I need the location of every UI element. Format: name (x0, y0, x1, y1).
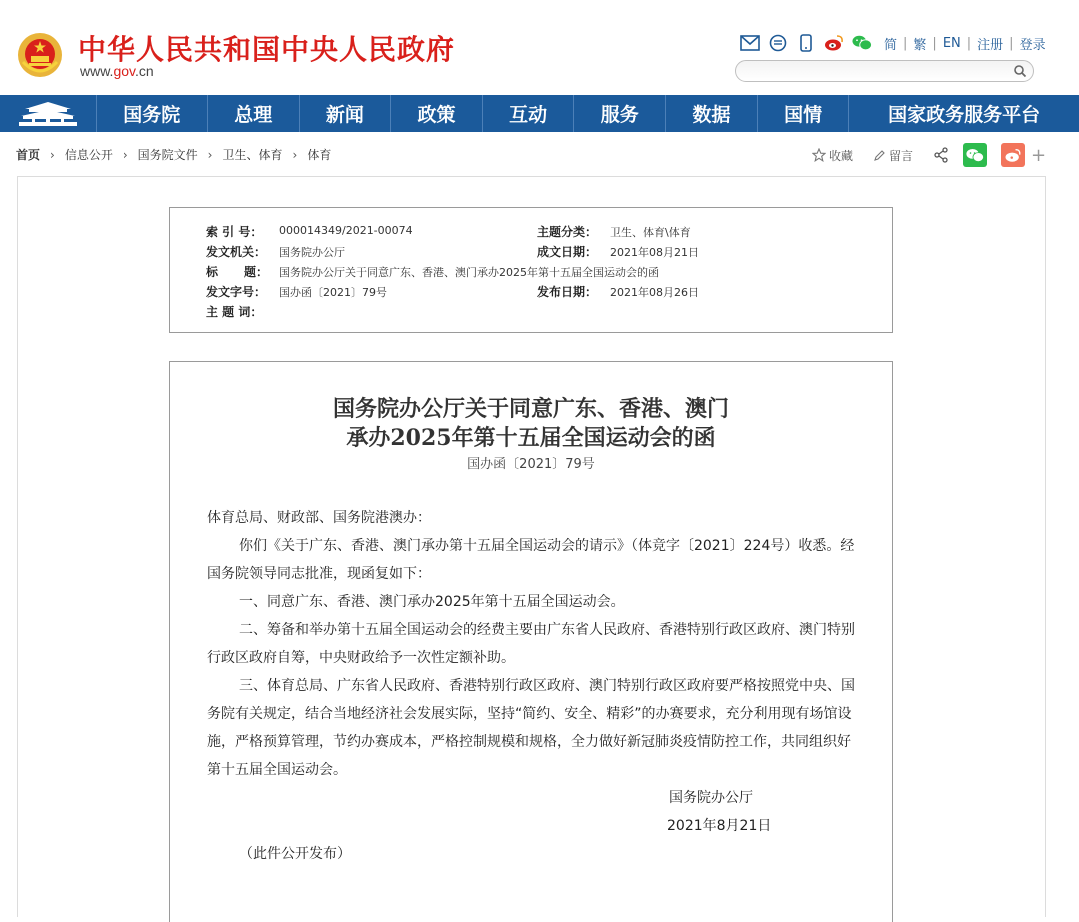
favorite-label: 收藏 (829, 148, 854, 163)
domain-www: www. (80, 63, 114, 79)
lang-english[interactable]: EN (942, 35, 961, 51)
main-nav (0, 95, 1079, 132)
separator: | (966, 35, 972, 51)
meta-index-value: 000014349/2021-00074 (279, 224, 413, 237)
search-input[interactable] (746, 62, 1020, 82)
meta-category-value: 卫生、体育\体育 (610, 226, 691, 239)
separator: | (903, 35, 908, 51)
national-emblem-logo[interactable] (17, 32, 63, 78)
nav-item-gov-service-platform[interactable]: 国家政务服务平台 (888, 104, 1041, 126)
message-icon[interactable] (768, 33, 788, 53)
document-title-line2: 承办2025年第十五届全国运动会的函 (346, 425, 716, 451)
comment-button[interactable] (873, 147, 913, 164)
chevron-right-icon: › (292, 147, 298, 162)
mobile-icon[interactable] (796, 33, 816, 53)
breadcrumb-home[interactable]: 首页 (16, 148, 41, 162)
favorite-button[interactable] (812, 147, 853, 164)
share-button[interactable] (933, 147, 949, 163)
page-tools (812, 143, 1046, 167)
meta-created-label: 成文日期： (537, 245, 598, 259)
language-switch (884, 34, 1046, 53)
paragraph-3: 二、筹备和举办第十五届全国运动会的经费主要由广东省人民政府、香港特别行政区政府、澳门特别行政区政府自筹，中央财政给予一次性定额补助。 (207, 622, 855, 666)
document-title-line1: 国务院办公厅关于同意广东、香港、澳门 (332, 396, 729, 422)
breadcrumb-state-council-docs[interactable]: 国务院文件 (137, 148, 198, 162)
meta-created-value: 2021年08月21日 (610, 246, 699, 259)
meta-category-label: 主题分类： (537, 225, 598, 239)
comment-label: 留言 (889, 148, 914, 163)
more-share-button[interactable]: + (1031, 144, 1047, 166)
nav-item-premier[interactable]: 总理 (208, 95, 300, 132)
meta-issuer-label: 发文机关： (206, 245, 267, 259)
meta-docno-label: 发文字号： (206, 285, 267, 299)
domain-cn: .cn (135, 63, 154, 79)
chevron-right-icon: › (122, 147, 128, 162)
separator: | (932, 35, 937, 51)
separator: | (1009, 35, 1014, 51)
wechat-share-icon[interactable] (963, 143, 987, 167)
breadcrumb-sports[interactable]: 体育 (307, 148, 332, 162)
nav-home[interactable] (0, 95, 97, 132)
signature: 国务院办公厅 (669, 790, 753, 806)
document-number: 国办函〔2021〕79号 (467, 457, 595, 472)
meta-title-value: 国务院办公厅关于同意广东、香港、澳门承办2025年第十五届全国运动会的函 (279, 266, 659, 279)
document-metadata (169, 207, 893, 333)
search-box (735, 60, 1034, 82)
tiananmen-icon (17, 101, 79, 127)
meta-issuer-value: 国务院办公厅 (279, 246, 345, 259)
meta-published-label: 发布日期： (537, 285, 598, 299)
meta-docno-value: 国办函〔2021〕79号 (279, 286, 387, 299)
breadcrumb-info-disclosure[interactable]: 信息公开 (64, 148, 113, 162)
search-icon[interactable] (1013, 63, 1027, 82)
chevron-right-icon: › (207, 147, 213, 162)
meta-index-label: 索 引 号： (206, 225, 263, 239)
breadcrumb (16, 146, 331, 163)
paragraph-2: 一、同意广东、香港、澳门承办2025年第十五届全国运动会。 (239, 594, 625, 610)
register-link[interactable]: 注册 (977, 37, 1004, 53)
breadcrumb-health-sports[interactable]: 卫生、体育 (222, 148, 283, 162)
lang-simplified[interactable]: 简 (884, 37, 898, 53)
site-domain[interactable] (80, 63, 154, 79)
lang-traditional[interactable]: 繁 (913, 37, 927, 53)
publish-note: （此件公开发布） (239, 846, 351, 862)
meta-title-label-b: 题： (244, 265, 269, 279)
share-icon (933, 147, 949, 163)
login-link[interactable]: 登录 (1019, 37, 1046, 53)
meta-keywords-label: 主 题 词： (206, 305, 263, 319)
document-body (169, 361, 893, 922)
weibo-share-icon[interactable] (1001, 143, 1025, 167)
nav-item-state-council[interactable]: 国务院 (97, 95, 208, 132)
nav-item-policy[interactable]: 政策 (391, 95, 483, 132)
paragraph-4: 三、体育总局、广东省人民政府、香港特别行政区政府、澳门特别行政区政府要严格按照党中央、国务院有关规定，结合当地经济社会发展实际，坚持“简约、安全、精彩”的办赛要求，充分利用现有场馆设施，严格预算管理，节约办赛成本，严格控制规模和规格，全力做好新冠肺炎疫情防控工作，共同组织好第十五届全国运动会。 (207, 678, 855, 778)
wechat-icon[interactable] (852, 33, 872, 53)
weibo-icon[interactable] (824, 33, 844, 53)
signature-date: 2021年8月21日 (667, 818, 772, 834)
star-icon (812, 148, 826, 162)
paragraph-1: 你们《关于广东、香港、澳门承办第十五届全国运动会的请示》（体竞字〔2021〕224号）收悉。经国务院领导同志批准，现函复如下： (207, 538, 855, 582)
meta-title-label-a: 标 (206, 265, 219, 279)
pencil-icon (873, 149, 886, 162)
nav-item-national-info[interactable]: 国情 (758, 95, 850, 132)
domain-gov: gov (113, 63, 135, 79)
site-title[interactable]: 中华人民共和国中央人民政府 (78, 33, 456, 66)
header-icons (740, 33, 1046, 53)
addressee: 体育总局、财政部、国务院港澳办： (207, 510, 431, 526)
nav-item-news[interactable]: 新闻 (300, 95, 392, 132)
chevron-right-icon: › (50, 147, 55, 162)
nav-item-data[interactable]: 数据 (666, 95, 758, 132)
mail-icon[interactable] (740, 33, 760, 53)
site-header (0, 0, 1079, 95)
nav-item-services[interactable]: 服务 (574, 95, 666, 132)
meta-published-value: 2021年08月26日 (610, 286, 699, 299)
nav-item-interaction[interactable]: 互动 (483, 95, 575, 132)
document-text (207, 504, 857, 868)
